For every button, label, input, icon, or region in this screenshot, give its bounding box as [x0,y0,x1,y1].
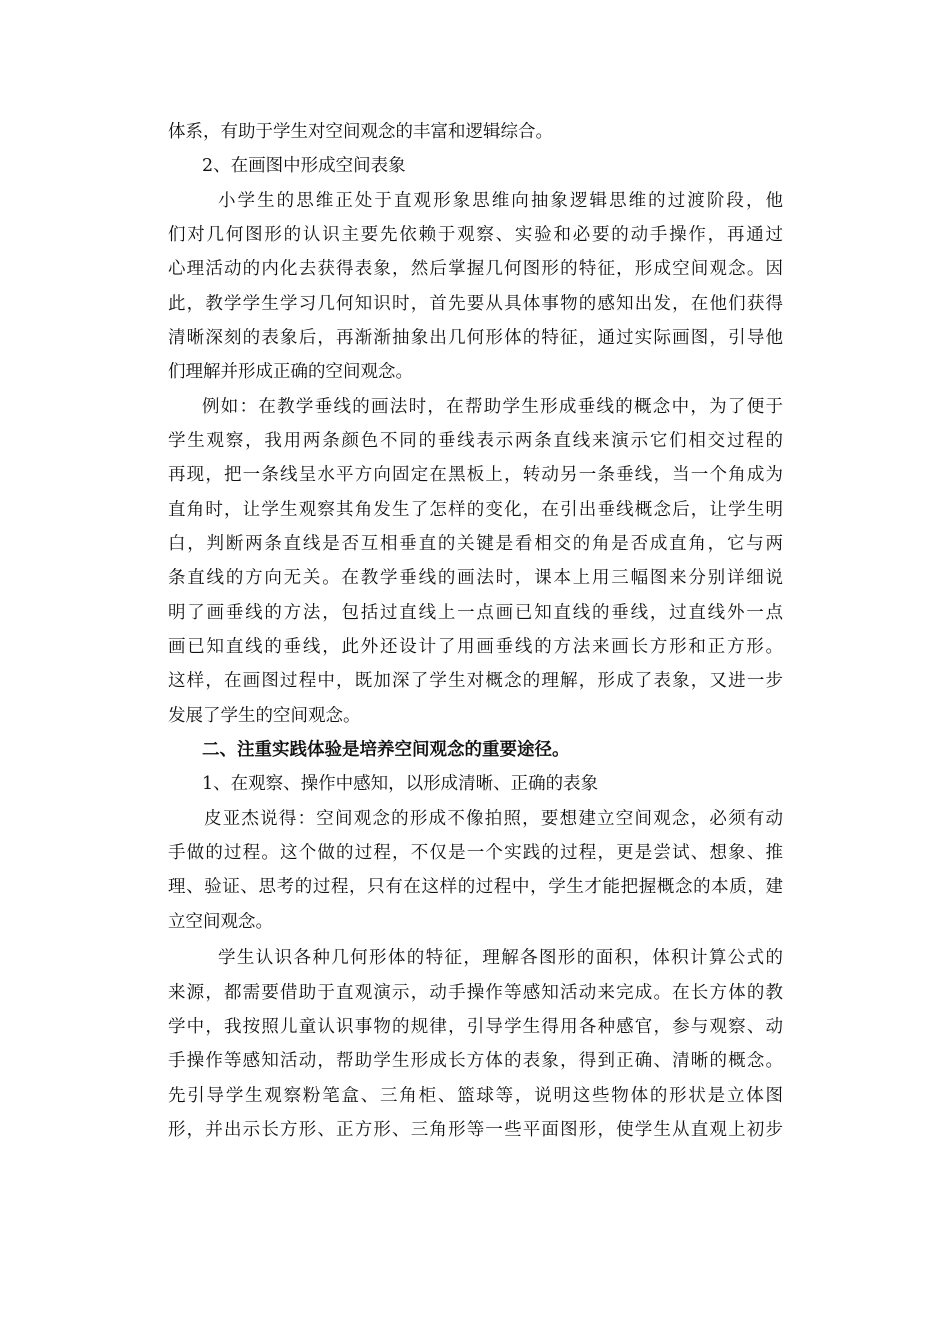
text-line: 此，教学学生学习几何知识时，首先要从具体事物的感知出发，在他们获得 [168,294,783,314]
text-line: 明了画垂线的方法，包括过直线上一点画已知直线的垂线，过直线外一点 [168,603,783,623]
text-line: 2、在画图中形成空间表象 [202,156,406,176]
text-line: 发展了学生的空间观念。 [168,706,361,726]
text-line: 二、注重实践体验是培养空间观念的重要途径。 [202,740,570,760]
text-line: 们理解并形成正确的空间观念。 [168,362,413,382]
text-line: 这样，在画图过程中，既加深了学生对概念的理解，形成了表象，又进一步 [168,671,783,691]
text-line: 理、验证、思考的过程，只有在这样的过程中，学生才能把握概念的本质，建 [168,877,783,897]
text-line: 学生认识各种几何形体的特征，理解各图形的面积，体积计算公式的 [218,948,783,968]
text-line: 学中，我按照儿童认识事物的规律，引导学生得用各种感官，参与观察、动 [168,1017,783,1037]
text-line: 1、在观察、操作中感知，以形成清晰、正确的表象 [202,774,599,794]
text-line: 体系，有助于学生对空间观念的丰富和逻辑综合。 [168,122,553,142]
text-line: 条直线的方向无关。在教学垂线的画法时，课本上用三幅图来分别详细说 [168,568,783,588]
text-line: 画已知直线的垂线，此外还设计了用画垂线的方法来画长方形和正方形。 [168,637,783,657]
text-line: 形，并出示长方形、正方形、三角形等一些平面图形，使学生从直观上初步 [168,1120,783,1140]
text-line: 学生观察，我用两条颜色不同的垂线表示两条直线来演示它们相交过程的 [168,431,783,451]
text-line: 手操作等感知活动，帮助学生形成长方体的表象，得到正确、清晰的概念。 [168,1051,783,1071]
text-line: 清晰深刻的表象后，再渐渐抽象出几何形体的特征，通过实际画图，引导他 [168,328,783,348]
text-line: 小学生的思维正处于直观形象思维向抽象逻辑思维的过渡阶段，他 [218,191,783,211]
text-line: 手做的过程。这个做的过程，不仅是一个实践的过程，更是尝试、想象、推 [168,843,783,863]
text-line: 心理活动的内化去获得表象，然后掌握几何图形的特征，形成空间观念。因 [168,259,783,279]
text-line: 再现，把一条线呈水平方向固定在黑板上，转动另一条垂线，当一个角成为 [168,465,783,485]
text-line: 白，判断两条直线是否互相垂直的关键是看相交的角是否成直角，它与两 [168,534,783,554]
text-line: 皮亚杰说得：空间观念的形成不像拍照，要想建立空间观念，必须有动 [204,809,783,829]
text-line: 立空间观念。 [168,912,273,932]
text-line: 们对几何图形的认识主要先依赖于观察、实验和必要的动手操作，再通过 [168,225,783,245]
text-line: 来源，都需要借助于直观演示，动手操作等感知活动来完成。在长方体的教 [168,983,783,1003]
text-line: 先引导学生观察粉笔盒、三角柜、篮球等，说明这些物体的形状是立体图 [168,1086,783,1106]
text-line: 直角时，让学生观察其角发生了怎样的变化，在引出垂线概念后，让学生明 [168,500,783,520]
text-line: 例如：在教学垂线的画法时，在帮助学生形成垂线的概念中，为了便于 [202,397,783,417]
